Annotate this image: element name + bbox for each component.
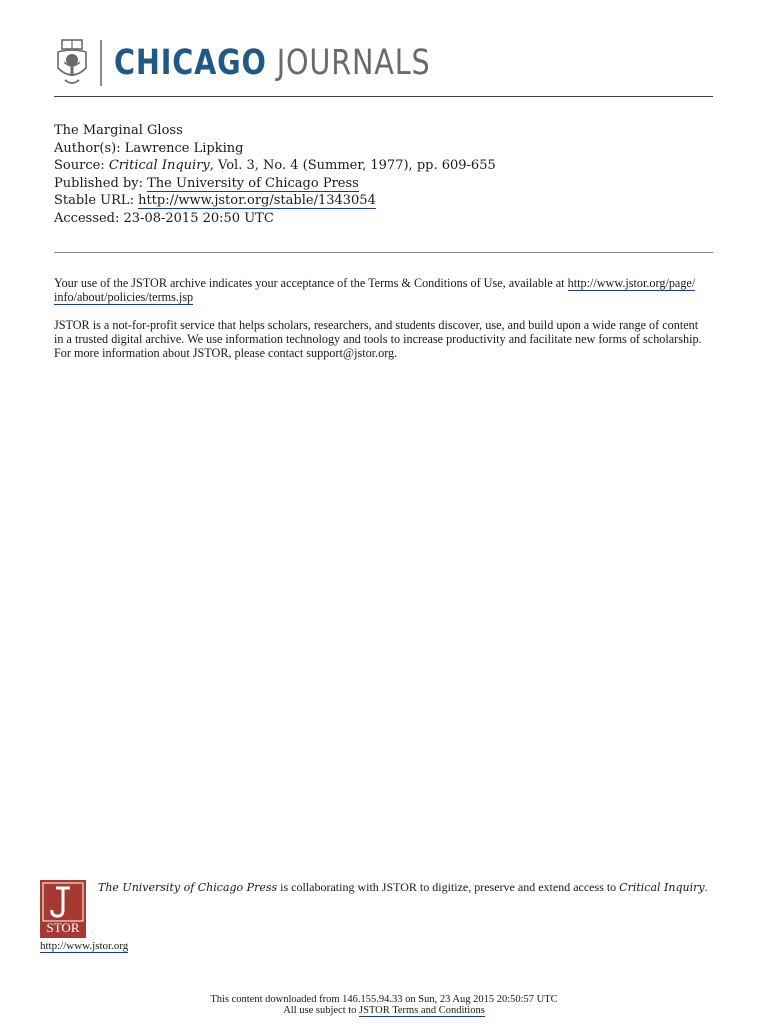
authors-value: Lawrence Lipking xyxy=(124,140,244,156)
about-line-1: JSTOR is a not-for-profit service that helps scholars, researchers, and students discover, use, and build upon a wide range of content xyxy=(54,318,699,332)
jstor-url-link[interactable]: http://www.jstor.org xyxy=(40,940,129,952)
accessed-value: 23-08-2015 20:50 UTC xyxy=(123,210,274,226)
collab-end: . xyxy=(704,880,708,894)
terms-footer-link[interactable]: JSTOR Terms and Conditions xyxy=(359,1005,485,1016)
stable-url-line xyxy=(54,192,496,210)
collab-journal: Critical Inquiry xyxy=(619,881,705,894)
header-rule xyxy=(54,96,713,97)
about-line-3: For more information about JSTOR, please contact support@jstor.org. xyxy=(54,346,398,360)
source-label: Source: xyxy=(54,158,109,174)
brand-primary: CHICAGO xyxy=(114,43,267,83)
download-notice: This content downloaded from 146.155.94.33 on Sun, 23 Aug 2015 20:50:57 UTC xyxy=(210,994,558,1005)
jstor-url xyxy=(40,940,128,952)
terms-text: Your use of the JSTOR archive indicates your acceptance of the Terms & Conditions of Use, available at xyxy=(54,276,568,290)
article-title: The Marginal Gloss xyxy=(54,123,183,138)
publisher-link[interactable]: The University of Chicago Press xyxy=(147,175,359,191)
collab-publisher: The University of Chicago Press xyxy=(98,881,278,894)
accessed-label: Accessed: xyxy=(54,210,124,226)
brand-secondary: JOURNALS xyxy=(276,43,431,83)
source-detail: , Vol. 3, No. 4 (Summer, 1977), pp. 609-655 xyxy=(209,158,496,174)
source-journal: Critical Inquiry xyxy=(108,158,210,174)
jstor-j-icon xyxy=(40,880,86,924)
accessed-line xyxy=(54,210,496,228)
collab-middle: is collaborating with JSTOR to digitize, preserve and extend access to xyxy=(277,880,620,894)
terms-link-part1[interactable]: http://www.jstor.org/page/ xyxy=(567,276,696,290)
publisher-line xyxy=(54,175,496,193)
chicago-journals-logo xyxy=(114,43,431,83)
chicago-journals-header xyxy=(54,38,500,88)
publisher-label: Published by: xyxy=(54,175,148,191)
terms-notice xyxy=(54,276,714,304)
authors-label: Author(s): xyxy=(54,140,125,156)
stable-url-label: Stable URL: xyxy=(54,193,139,209)
jstor-logo[interactable] xyxy=(40,880,86,938)
authors-line xyxy=(54,140,496,158)
collaboration-statement xyxy=(98,880,708,895)
jstor-logo-letters: STOR xyxy=(46,920,80,935)
source-line xyxy=(54,157,496,175)
book-tree-crest-icon xyxy=(54,38,90,88)
metadata-rule xyxy=(54,252,713,253)
stable-url-link[interactable]: http://www.jstor.org/stable/1343054 xyxy=(138,193,376,209)
header-divider xyxy=(100,40,102,86)
terms-link-part2[interactable]: info/about/policies/terms.jsp xyxy=(54,290,194,304)
terms-footer-prefix: All use subject to xyxy=(283,1005,360,1016)
terms-footer xyxy=(0,1005,768,1017)
jstor-about xyxy=(54,318,714,360)
about-line-2: in a trusted digital archive. We use information technology and tools to increase productivity and facilitate new forms of scholarship. xyxy=(54,332,702,346)
article-metadata xyxy=(54,122,496,228)
